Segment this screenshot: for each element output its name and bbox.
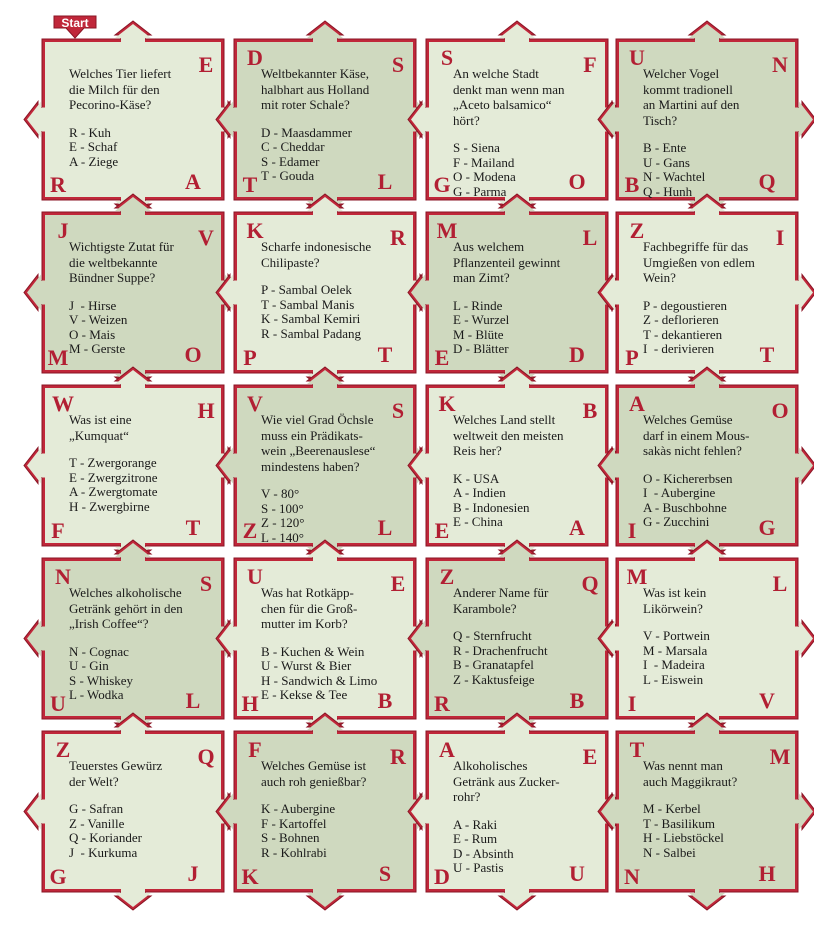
answer-option[interactable]: L - Eiswein: [643, 671, 704, 687]
exit-letter-right[interactable]: L: [772, 571, 788, 597]
answer-option[interactable]: T - Basilikum: [643, 815, 715, 831]
answer-option[interactable]: A - Indien: [453, 485, 506, 501]
exit-letter-left[interactable]: G: [433, 172, 451, 198]
question-card: [453, 585, 589, 687]
answer-option[interactable]: D - Absinth: [453, 845, 514, 861]
exit-letter-top[interactable]: M: [626, 564, 648, 590]
question-text: Welches Gemüse darf in einem Mous- sakàs nicht fehlen?: [643, 412, 750, 458]
question-card: [453, 239, 589, 357]
exit-letter-left[interactable]: B: [624, 172, 640, 198]
answer-option[interactable]: A - Buschbohne: [643, 499, 727, 515]
question-card: [69, 66, 205, 169]
exit-letter-right[interactable]: B: [582, 398, 598, 424]
answer-option[interactable]: Z - deflorieren: [643, 312, 719, 328]
exit-letter-bottom[interactable]: B: [377, 688, 393, 714]
answer-option[interactable]: L - Rinde: [453, 297, 503, 313]
exit-letter-left[interactable]: G: [49, 864, 67, 890]
answer-option[interactable]: A - Ziege: [69, 153, 119, 169]
exit-letter-right[interactable]: S: [391, 398, 405, 424]
question-card: [643, 585, 779, 687]
question-card: [69, 758, 205, 860]
answer-option[interactable]: B - Indonesien: [453, 499, 530, 515]
answer-option[interactable]: Z - Kaktusfeige: [453, 671, 535, 687]
answer-option[interactable]: H - Liebstöckel: [643, 830, 724, 846]
question-card: [69, 239, 205, 357]
exit-letter-top[interactable]: D: [247, 45, 263, 71]
answer-option[interactable]: D - Blätter: [453, 341, 509, 357]
answer-option[interactable]: U - Gans: [643, 154, 690, 170]
answer-option[interactable]: M - Kerbel: [643, 801, 701, 816]
exit-letter-left[interactable]: U: [50, 691, 66, 717]
exit-letter-bottom[interactable]: T: [759, 342, 775, 368]
exit-letter-top[interactable]: U: [629, 45, 645, 71]
answer-option[interactable]: E - Schaf: [69, 139, 118, 155]
exit-letter-left[interactable]: P: [625, 345, 639, 371]
answer-option[interactable]: G - Zucchini: [643, 514, 710, 530]
answer-option[interactable]: T - Zwergorange: [69, 455, 157, 470]
exit-letter-left[interactable]: I: [627, 691, 637, 717]
answer-option[interactable]: F - Mailand: [453, 154, 515, 170]
question-text: Anderer Name für Karambole?: [453, 585, 549, 616]
answer-option[interactable]: V - 80°: [261, 486, 300, 501]
question-text: Welcher Vogel kommt tradionell an Martini auf den Tisch?: [643, 66, 740, 128]
exit-letter-right[interactable]: E: [390, 571, 406, 597]
answer-option[interactable]: H - Sandwich & Limo: [261, 672, 378, 688]
answer-option[interactable]: S - Siena: [453, 140, 500, 155]
question-text: Was hat Rotkäpp- chen für die Groß- mutter im Korb?: [261, 585, 358, 631]
exit-letter-right[interactable]: M: [769, 744, 791, 770]
exit-letter-bottom[interactable]: T: [185, 515, 201, 541]
question-card: [643, 758, 779, 860]
exit-letter-top[interactable]: K: [246, 218, 264, 244]
exit-letter-left[interactable]: R: [434, 691, 450, 717]
answer-option[interactable]: E - Kekse & Tee: [261, 687, 348, 703]
question-card: [261, 412, 397, 545]
answer-option[interactable]: R - Kuh: [69, 124, 111, 140]
answer-option[interactable]: U - Pastis: [453, 860, 504, 876]
answer-option[interactable]: B - Kuchen & Wein: [261, 643, 365, 659]
exit-letter-right[interactable]: F: [583, 52, 597, 78]
exit-letter-top[interactable]: A: [439, 737, 455, 763]
question-card: [643, 412, 779, 530]
exit-letter-top[interactable]: S: [440, 45, 454, 71]
question-text: An welche Stadt denkt man wenn man „Aceto balsamico“ hört?: [453, 66, 565, 128]
exit-letter-top[interactable]: Z: [55, 737, 71, 763]
answer-option[interactable]: K - Aubergine: [261, 801, 336, 816]
answer-option[interactable]: V - Portwein: [643, 628, 710, 643]
exit-letter-left[interactable]: E: [434, 345, 450, 371]
answer-option[interactable]: P - Sambal Oelek: [261, 282, 352, 297]
answer-option[interactable]: A - Zwergtomate: [69, 484, 158, 500]
exit-letter-left[interactable]: M: [47, 345, 69, 371]
exit-letter-right[interactable]: N: [772, 52, 788, 78]
answer-option[interactable]: A - Raki: [453, 816, 498, 832]
answer-option[interactable]: Q - Sternfrucht: [453, 628, 532, 643]
exit-letter-top[interactable]: Z: [439, 564, 455, 590]
exit-letter-top[interactable]: J: [57, 218, 69, 244]
exit-letter-left[interactable]: E: [434, 518, 450, 544]
exit-letter-bottom[interactable]: O: [568, 169, 586, 195]
exit-letter-bottom[interactable]: D: [569, 342, 585, 368]
exit-letter-left[interactable]: R: [50, 172, 66, 198]
exit-letter-top[interactable]: A: [629, 391, 645, 417]
question-text: Was ist eine „Kumquat“: [69, 412, 132, 443]
answer-option[interactable]: Z - 120°: [261, 515, 305, 531]
answer-option[interactable]: N - Cognac: [69, 643, 129, 659]
answer-option[interactable]: T - dekantieren: [643, 326, 723, 342]
exit-letter-right[interactable]: Q: [197, 744, 215, 770]
exit-letter-left[interactable]: P: [243, 345, 257, 371]
exit-letter-left[interactable]: K: [241, 864, 259, 890]
exit-letter-right[interactable]: O: [771, 398, 789, 424]
question-text: Weltbekannter Käse, halbhart aus Holland mit roter Schale?: [261, 66, 370, 112]
exit-letter-bottom[interactable]: S: [378, 861, 392, 887]
question-text: Teuerstes Gewürz der Welt?: [69, 758, 163, 789]
exit-letter-top[interactable]: F: [248, 737, 262, 763]
question-text: Fachbegriffe für das Umgießen von edlem Wein?: [643, 239, 755, 285]
answer-option[interactable]: U - Wurst & Bier: [261, 658, 352, 674]
exit-letter-top[interactable]: V: [247, 391, 263, 417]
answer-option[interactable]: Q - Koriander: [69, 830, 142, 846]
answer-option[interactable]: G - Safran: [69, 801, 124, 816]
question-card: [453, 758, 589, 876]
exit-letter-top[interactable]: K: [438, 391, 456, 417]
question-text: Was nennt man auch Maggikraut?: [643, 758, 738, 789]
question-card: [69, 412, 205, 514]
answer-option[interactable]: J - Hirse: [69, 297, 117, 313]
answer-option[interactable]: S - Whiskey: [69, 672, 134, 688]
exit-letter-right[interactable]: R: [390, 744, 406, 770]
exit-letter-bottom[interactable]: V: [759, 688, 775, 714]
question-card: [261, 585, 397, 703]
exit-letter-bottom[interactable]: A: [569, 515, 585, 541]
exit-letter-left[interactable]: N: [624, 864, 640, 890]
answer-option[interactable]: I - Madeira: [643, 657, 705, 673]
exit-letter-left[interactable]: T: [242, 172, 258, 198]
answer-option[interactable]: S - Edamer: [261, 153, 320, 169]
exit-letter-top[interactable]: W: [52, 391, 74, 417]
answer-option[interactable]: B - Ente: [643, 140, 687, 155]
answer-option[interactable]: O - Modena: [453, 169, 516, 185]
start-label: Start: [61, 16, 89, 30]
answer-option[interactable]: L - 140°: [261, 529, 304, 545]
answer-option[interactable]: B - Granatapfel: [453, 657, 534, 673]
answer-option[interactable]: E - Wurzel: [453, 312, 510, 328]
answer-option[interactable]: O - Mais: [69, 326, 116, 342]
question-card: [261, 239, 397, 341]
answer-option[interactable]: I - derivieren: [643, 341, 715, 357]
exit-letter-bottom[interactable]: A: [185, 169, 201, 195]
exit-letter-bottom[interactable]: L: [185, 688, 201, 714]
answer-option[interactable]: F - Kartoffel: [261, 815, 327, 831]
answer-option[interactable]: M - Marsala: [643, 642, 708, 658]
exit-letter-right[interactable]: I: [775, 225, 785, 251]
exit-letter-bottom[interactable]: O: [184, 342, 202, 368]
exit-letter-bottom[interactable]: J: [187, 861, 199, 887]
exit-letter-right[interactable]: S: [199, 571, 213, 597]
exit-letter-right[interactable]: R: [390, 225, 406, 251]
exit-letter-left[interactable]: H: [241, 691, 259, 717]
question-card: [643, 66, 779, 199]
exit-letter-bottom[interactable]: T: [377, 342, 393, 368]
exit-letter-right[interactable]: L: [582, 225, 598, 251]
answer-option[interactable]: T - Sambal Manis: [261, 296, 355, 312]
exit-letter-right[interactable]: E: [198, 52, 214, 78]
question-text: Wichtigste Zutat für die weltbekannte Bündner Suppe?: [69, 239, 174, 285]
exit-letter-bottom[interactable]: Q: [758, 169, 776, 195]
answer-option[interactable]: K - USA: [453, 470, 500, 486]
exit-letter-right[interactable]: Q: [581, 571, 599, 597]
exit-letter-top[interactable]: T: [629, 737, 645, 763]
answer-option[interactable]: E - China: [453, 514, 503, 530]
exit-letter-top[interactable]: Z: [629, 218, 645, 244]
question-card: [453, 412, 589, 530]
question-text: Scharfe indonesische Chilipaste?: [261, 239, 372, 270]
exit-letter-top[interactable]: M: [436, 218, 458, 244]
question-text: Welches Tier liefert die Milch für den Pecorino-Käse?: [69, 66, 172, 112]
answer-option[interactable]: N - Wachtel: [643, 169, 706, 185]
answer-option[interactable]: E - Zwergzitrone: [69, 469, 158, 485]
question-text: Welches Land stellt weltweit den meisten Reis her?: [453, 412, 564, 458]
answer-option[interactable]: P - degoustieren: [643, 297, 727, 313]
question-text: Alkoholisches Getränk aus Zucker- rohr?: [453, 758, 560, 804]
answer-option[interactable]: R - Kohlrabi: [261, 844, 327, 860]
exit-letter-top[interactable]: N: [55, 564, 71, 590]
answer-option[interactable]: K - Sambal Kemiri: [261, 311, 361, 327]
answer-option[interactable]: G - Parma: [453, 183, 507, 199]
answer-option[interactable]: S - 100°: [261, 500, 304, 516]
answer-option[interactable]: N - Salbei: [643, 844, 696, 860]
answer-option[interactable]: U - Gin: [69, 658, 109, 674]
answer-option[interactable]: E - Rum: [453, 831, 498, 847]
answer-option[interactable]: V - Weizen: [69, 312, 128, 328]
exit-letter-bottom[interactable]: G: [758, 515, 776, 541]
question-text: Wie viel Grad Öchsle muss ein Prädikats- wein „Beerenauslese“ mindestens haben?: [261, 412, 376, 474]
exit-letter-left[interactable]: F: [51, 518, 65, 544]
exit-letter-bottom[interactable]: B: [569, 688, 585, 714]
question-card: [261, 758, 397, 860]
question-card: [69, 585, 205, 703]
exit-letter-right[interactable]: S: [391, 52, 405, 78]
answer-option[interactable]: S - Bohnen: [261, 830, 320, 846]
answer-option[interactable]: O - Kichererbsen: [643, 470, 733, 486]
answer-option[interactable]: M - Blüte: [453, 326, 504, 342]
answer-option[interactable]: I - Aubergine: [643, 485, 716, 501]
answer-option[interactable]: J - Kurkuma: [69, 844, 138, 860]
answer-option[interactable]: C - Cheddar: [261, 139, 325, 155]
question-text: Welches alkoholische Getränk gehört in den „Irish Coffee“?: [69, 585, 183, 631]
exit-letter-right[interactable]: V: [198, 225, 214, 251]
exit-letter-right[interactable]: E: [582, 744, 598, 770]
question-card: [643, 239, 779, 357]
answer-option[interactable]: H - Zwergbirne: [69, 498, 150, 514]
exit-letter-bottom[interactable]: U: [569, 861, 585, 887]
exit-letter-bottom[interactable]: L: [377, 515, 393, 541]
exit-letter-bottom[interactable]: H: [758, 861, 776, 887]
exit-letter-top[interactable]: U: [247, 564, 263, 590]
answer-option[interactable]: R - Drachenfrucht: [453, 642, 548, 658]
answer-option[interactable]: L - Wodka: [69, 687, 124, 703]
exit-letter-left[interactable]: D: [434, 864, 450, 890]
question-text: Aus welchem Pflanzenteil gewinnt man Zimt?: [453, 239, 561, 285]
exit-letter-bottom[interactable]: L: [377, 169, 393, 195]
question-card: [261, 66, 397, 184]
answer-option[interactable]: D - Maasdammer: [261, 124, 352, 140]
answer-option[interactable]: R - Sambal Padang: [261, 325, 362, 341]
exit-letter-right[interactable]: H: [197, 398, 215, 424]
question-text: Welches Gemüse ist auch roh genießbar?: [261, 758, 367, 789]
answer-option[interactable]: Q - Hunh: [643, 183, 693, 199]
answer-option[interactable]: Z - Vanille: [69, 815, 125, 831]
answer-option[interactable]: M - Gerste: [69, 341, 126, 357]
exit-letter-left[interactable]: Z: [242, 518, 258, 544]
question-text: Was ist kein Likörwein?: [643, 585, 707, 616]
answer-option[interactable]: T - Gouda: [261, 168, 315, 184]
question-card: [453, 66, 589, 199]
exit-letter-left[interactable]: I: [627, 518, 637, 544]
